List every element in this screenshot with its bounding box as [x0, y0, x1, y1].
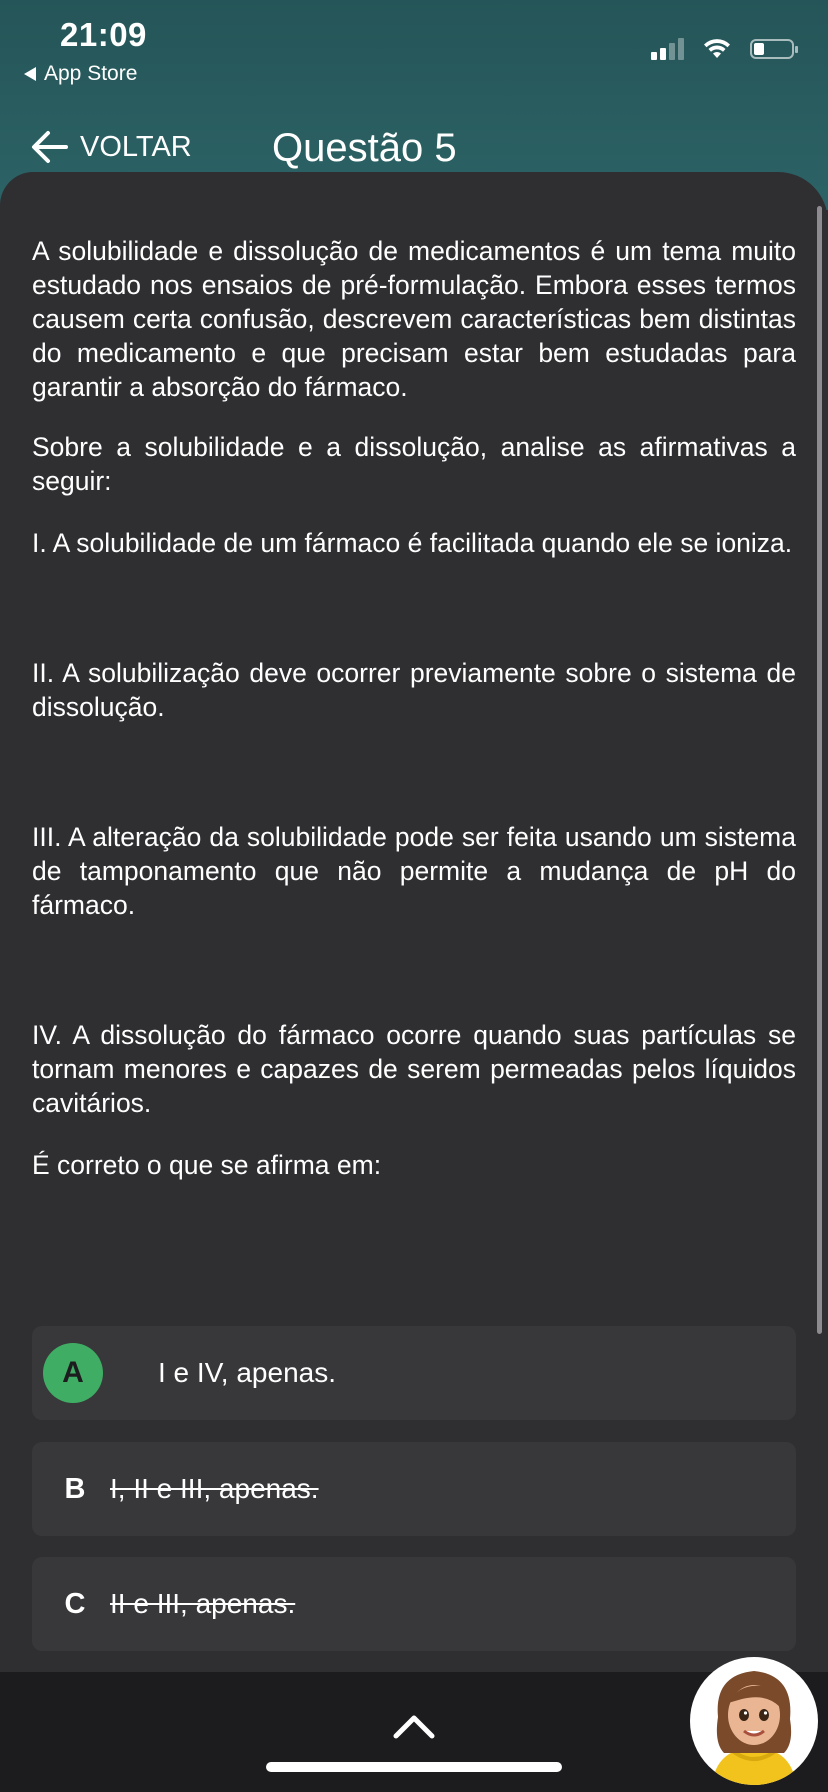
option-b[interactable]: [32, 1442, 796, 1536]
page-title: Questão 5: [272, 126, 457, 170]
question-prompt: Sobre a solubilidade e a dissolução, analise as afirmativas a seguir:: [32, 432, 796, 496]
question-intro: A solubilidade e dissolução de medicamentos é um tema muito estudado nos ensaios de pré-formulação. Embora esses termos causem certa confusão, descrevem características bem distintas do medicamento e que precisam estar bem estudadas para garantir a absorção do fármaco.: [32, 236, 796, 402]
option-a[interactable]: [32, 1326, 796, 1420]
back-app-label: App Store: [44, 62, 138, 85]
statement-2: II. A solubilização deve ocorrer previamente sobre o sistema de dissolução.: [32, 658, 796, 722]
option-c[interactable]: [32, 1557, 796, 1651]
question-content: [32, 234, 796, 1182]
option-b-text: I, II e III, apenas.: [110, 1473, 319, 1504]
option-a-text: I e IV, apenas.: [158, 1357, 336, 1388]
option-b-letter: B: [64, 1472, 86, 1505]
statement-4: IV. A dissolução do fármaco ocorre quando suas partículas se tornam menores e capazes de serem permeadas pelos líquidos cavitários.: [32, 1020, 796, 1118]
question-text: É correto o que se afirma em:: [32, 1150, 382, 1180]
battery-icon: [750, 39, 794, 59]
assistant-avatar[interactable]: [690, 1657, 818, 1785]
arrow-left-icon: [30, 130, 70, 164]
back-triangle-icon: [24, 67, 36, 81]
cellular-signal-icon: [651, 38, 684, 60]
content-top-curve: [0, 172, 828, 222]
status-time: 21:09: [60, 16, 147, 53]
back-to-app-store[interactable]: [24, 62, 137, 86]
home-indicator: [266, 1762, 562, 1772]
wifi-icon: [702, 38, 732, 60]
chevron-up-icon[interactable]: [392, 1712, 436, 1740]
statement-1: I. A solubilidade de um fármaco é facilitada quando ele se ioniza.: [32, 528, 793, 558]
statement-3: III. A alteração da solubilidade pode ser feita usando um sistema de tamponamento que não permite a mudança de pH do fármaco.: [32, 822, 796, 920]
voltar-button[interactable]: [30, 130, 192, 164]
option-a-letter-badge: A: [43, 1343, 103, 1403]
voltar-label: VOLTAR: [80, 130, 192, 163]
assistant-avatar-icon: [690, 1657, 818, 1785]
option-c-letter: C: [64, 1587, 86, 1620]
option-c-text: II e III, apenas.: [110, 1588, 296, 1619]
status-icons: [651, 38, 794, 60]
scrollbar[interactable]: [817, 206, 822, 1334]
